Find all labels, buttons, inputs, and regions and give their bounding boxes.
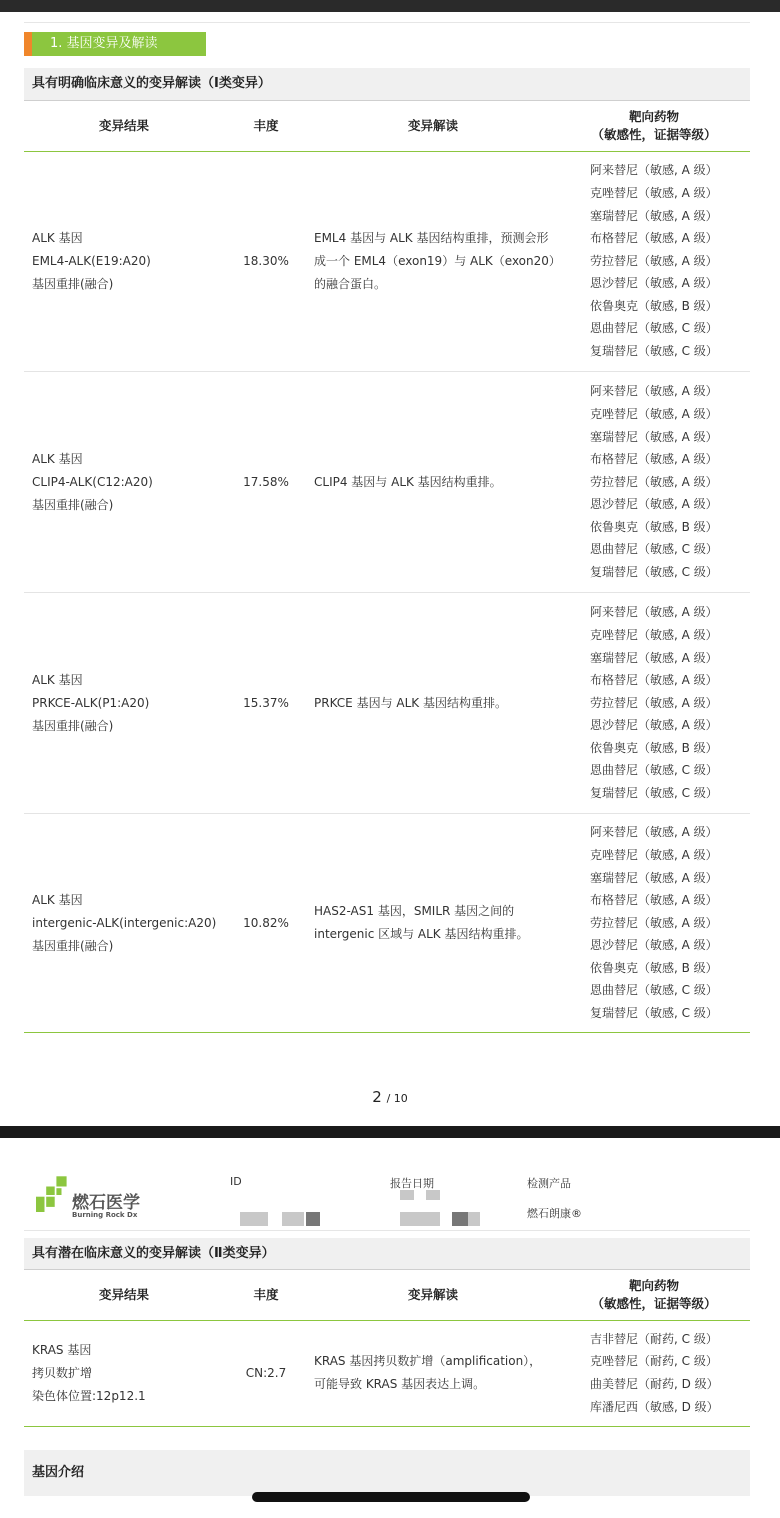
drug-item: 克唑替尼（敏感, A 级） [590,185,718,200]
drug-item: 克唑替尼（敏感, A 级） [590,847,718,862]
drug-list [590,593,750,813]
variant-name: EML4-ALK(E19:A20) [32,253,151,268]
variant-type: 基因重排(融合) [32,497,114,512]
table-row [24,593,750,814]
gene-name: ALK 基因 [32,672,83,687]
header-divider [24,1230,750,1231]
header-drugs [558,1270,750,1320]
interpretation [314,1320,560,1426]
interpretation-line: intergenic 区域与 ALK 基因结构重排。 [314,927,529,941]
class1-table-header [24,100,750,152]
gene-intro-title: 基因介绍 [24,1450,750,1496]
table-row [24,372,750,593]
redacted-id [282,1212,304,1226]
drug-item: 恩曲替尼（敏感, C 级） [590,763,718,778]
redacted-id [306,1212,320,1226]
drug-item: 依鲁奥克（敏感, B 级） [590,298,718,313]
product-value: 燃石朗康® [527,1207,582,1220]
drug-item: 恩沙替尼（敏感, A 级） [590,276,718,291]
page-current: 2 [372,1088,382,1106]
header-drugs-line1: 靶向药物 [628,109,679,124]
header-drugs-line2: （敏感性，证据等级） [591,127,717,142]
interpretation-line: HAS2-AS1 基因，SMILR 基因之间的 [314,904,515,918]
drug-item: 阿来替尼（敏感, A 级） [590,825,718,840]
variant-type: 染色体位置:12p12.1 [32,1388,146,1403]
report-date-label: 报告日期 [390,1177,434,1190]
redacted-date [426,1190,440,1200]
variant-result [32,151,222,371]
drug-item: 复瑞替尼（敏感, C 级） [590,1006,718,1021]
drug-item: 阿来替尼（敏感, A 级） [590,605,718,620]
drug-item: 克唑替尼（敏感, A 级） [590,627,718,642]
drug-item: 复瑞替尼（敏感, C 级） [590,344,718,359]
variant-type: 基因重排(融合) [32,276,114,291]
drug-item: 恩沙替尼（敏感, A 级） [590,497,718,512]
drug-item: 曲美替尼（耐药, D 级） [590,1377,719,1391]
page-number [0,1088,780,1106]
drug-list [590,372,750,592]
variant-result [32,814,222,1032]
class2-table-title: 具有潜在临床意义的变异解读（Ⅱ类变异） [24,1238,750,1269]
class2-table-header [24,1269,750,1321]
gene-name: ALK 基因 [32,892,83,907]
gene-name: KRAS 基因 [32,1342,92,1357]
drug-item: 吉非替尼（耐药, C 级） [590,1331,718,1346]
drug-item: 复瑞替尼（敏感, C 级） [590,565,718,580]
interpretation [314,814,560,1032]
top-divider [24,22,750,23]
drug-list [590,1320,750,1426]
drug-list [590,151,750,371]
header-abundance: 丰度 [253,1287,279,1302]
drug-item: 塞瑞替尼（敏感, A 级） [590,208,718,223]
drug-item: 布格替尼（敏感, A 级） [590,452,718,467]
variant-name: intergenic-ALK(intergenic:A20) [32,915,217,930]
home-indicator[interactable] [252,1492,530,1502]
table-row [24,151,750,372]
interpretation-line: 的融合蛋白。 [314,276,387,291]
interpretation [314,593,560,813]
table-row [24,1320,750,1427]
header-result: 变异结果 [98,118,149,133]
drug-item: 阿来替尼（敏感, A 级） [590,384,718,399]
abundance: 17.58% [243,475,289,489]
gene-name: ALK 基因 [32,230,83,245]
header-interpretation: 变异解读 [407,118,458,133]
variant-name: PRKCE-ALK(P1:A20) [32,695,150,710]
drug-item: 依鲁奥克（敏感, B 级） [590,960,718,975]
drug-item: 复瑞替尼（敏感, C 级） [590,786,718,801]
header-drugs [558,101,750,151]
table-row [24,814,750,1033]
top-status-bar [0,0,780,12]
drug-list [590,814,750,1032]
product-label: 检测产品 [527,1177,571,1190]
drug-item: 劳拉替尼（敏感, A 级） [590,474,718,489]
interpretation-line: CLIP4 基因与 ALK 基因结构重排。 [314,474,502,489]
drug-item: 劳拉替尼（敏感, A 级） [590,695,718,710]
drug-item: 恩曲替尼（敏感, C 级） [590,321,718,336]
redacted-date [452,1212,468,1226]
interpretation [314,151,560,371]
logo-english: Burning Rock Dx [72,1211,138,1219]
interpretation-line: KRAS 基因拷贝数扩增（amplification）， [314,1354,542,1368]
variant-result [32,593,222,813]
id-label: ID [230,1175,242,1188]
page-total: / 10 [386,1092,408,1105]
abundance: 10.82% [243,916,289,930]
burning-rock-logo-icon [36,1172,70,1218]
drug-item: 恩曲替尼（敏感, C 级） [590,542,718,557]
header-abundance: 丰度 [253,118,279,133]
redacted-date [400,1190,414,1200]
drug-item: 塞瑞替尼（敏感, A 级） [590,429,718,444]
class1-table-title: 具有明确临床意义的变异解读（Ⅰ类变异） [24,68,750,100]
header-drugs-line1: 靶向药物 [628,1278,679,1293]
drug-item: 克唑替尼（耐药, C 级） [590,1354,718,1369]
section-heading [24,32,206,56]
interpretation-line: PRKCE 基因与 ALK 基因结构重排。 [314,695,507,710]
section-marker [24,32,32,56]
interpretation-line: 成一个 EML4（exon19）与 ALK（exon20） [314,253,561,268]
variant-type: 基因重排(融合) [32,938,114,953]
section-title: 基因变异及解读 [66,36,158,51]
drug-item: 恩沙替尼（敏感, A 级） [590,938,718,953]
drug-item: 克唑替尼（敏感, A 级） [590,406,718,421]
variant-name: CLIP4-ALK(C12:A20) [32,474,153,489]
abundance: 18.30% [243,254,289,268]
drug-item: 恩曲替尼（敏感, C 级） [590,983,718,998]
drug-item: 依鲁奥克（敏感, B 级） [590,519,718,534]
header-result: 变异结果 [98,1287,149,1302]
drug-item: 恩沙替尼（敏感, A 级） [590,718,718,733]
drug-item: 劳拉替尼（敏感, A 级） [590,253,718,268]
drug-item: 塞瑞替尼（敏感, A 级） [590,870,718,885]
redacted-id [240,1212,268,1226]
interpretation-line: EML4 基因与 ALK 基因结构重排，预测会形 [314,230,549,245]
redacted-date [468,1212,480,1226]
variant-result [32,372,222,592]
interpretation-line: 可能导致 KRAS 基因表达上调。 [314,1377,486,1391]
interpretation [314,372,560,592]
variant-type: 基因重排(融合) [32,718,114,733]
header-drugs-line2: （敏感性，证据等级） [591,1296,717,1311]
abundance: 15.37% [243,696,289,710]
drug-item: 布格替尼（敏感, A 级） [590,893,718,908]
section-number: 1. [50,36,63,51]
drug-item: 布格替尼（敏感, A 级） [590,673,718,688]
gene-name: ALK 基因 [32,451,83,466]
redacted-date [400,1212,440,1226]
drug-item: 库潘尼西（敏感, D 级） [590,1399,719,1414]
logo-chinese: 燃石医学 [72,1193,140,1213]
drug-item: 塞瑞替尼（敏感, A 级） [590,650,718,665]
header-interpretation: 变异解读 [407,1287,458,1302]
variant-name: 拷贝数扩增 [32,1365,93,1380]
drug-item: 劳拉替尼（敏感, A 级） [590,915,718,930]
variant-result [32,1320,222,1426]
abundance: CN:2.7 [245,1366,287,1380]
drug-item: 阿来替尼（敏感, A 级） [590,163,718,178]
page-break [0,1126,780,1138]
drug-item: 依鲁奥克（敏感, B 级） [590,740,718,755]
drug-item: 布格替尼（敏感, A 级） [590,231,718,246]
